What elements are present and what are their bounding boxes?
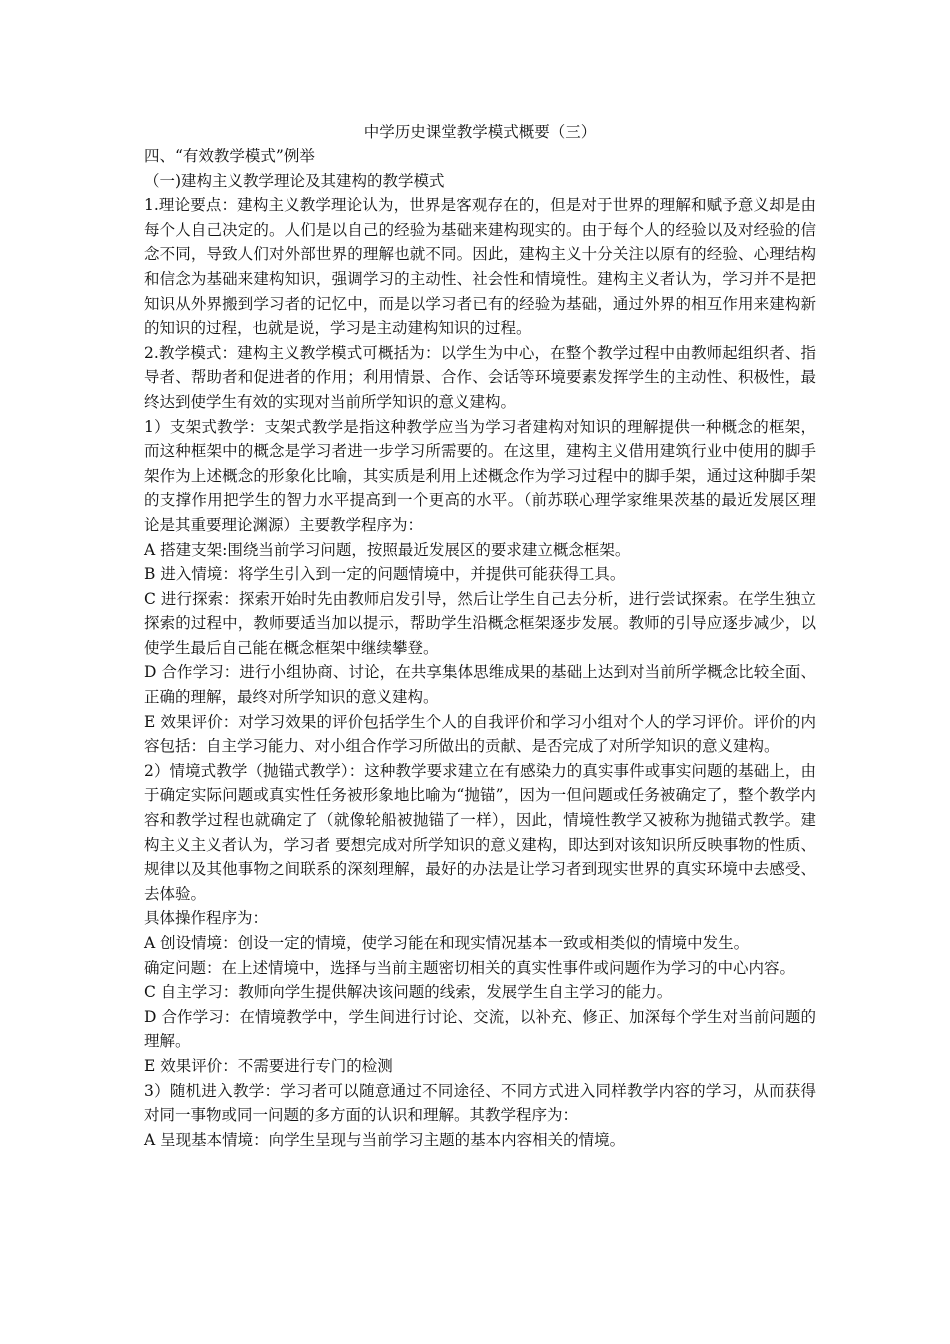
subsection-heading: （一)建构主义教学理论及其建构的教学模式 — [144, 171, 445, 190]
procedure-heading: 具体操作程序为： — [144, 909, 269, 928]
list-item: D 合作学习：在情境教学中，学生间进行讨论、交流，以补充、修正、加深每个学生对当前问题的理解。 — [144, 1007, 816, 1051]
list-item: C 进行探索：探索开始时先由教师启发引导，然后让学生自己去分析，进行尝试探索。在学生独立探索的过程中，教师要适当加以提示，帮助学生沿概念框架逐步发展。教师的引导应逐步减少，以使学生最后自己能在概念框架中继续攀登。 — [144, 589, 816, 657]
paragraph-theory: 1.理论要点：建构主义教学理论认为，世界是客观存在的，但是对于世界的理解和赋予意义却是由每个人自己决定的。人们是以自己的经验为基础来建构现实的。由于每个人的经验以及对经验的信念不同，导致人们对外部世界的理解也就不同。因此，建构主义十分关注以原有的经验、心理结构和信念为基础来建构知识，强调学习的主动性、社会性和情境性。建构主义者认为，学习并不是把知识从外界搬到学习者的记忆中，而是以学习者已有的经验为基础，通过外界的相互作用来建构新的知识的过程，也就是说，学习是主动建构知识的过程。 — [144, 196, 816, 338]
document-page — [144, 120, 816, 1152]
section-heading: 四、“有效教学模式”例举 — [144, 147, 315, 165]
list-item: E 效果评价：对学习效果的评价包括学生个人的自我评价和学习小组对个人的学习评价。评价的内容包括：自主学习能力、对小组合作学习所做出的贡献、是否完成了对所学知识的意义建构。 — [144, 712, 816, 756]
list-item: E 效果评价：不需要进行专门的检测 — [144, 1056, 393, 1075]
list-item: C 自主学习：教师向学生提供解决该问题的线索，发展学生自主学习的能力。 — [144, 983, 673, 1002]
document-title: 中学历史课堂教学模式概要（三） — [363, 123, 597, 141]
paragraph-scaffold-teaching: 1）支架式教学：支架式教学是指这种教学应当为学习者建构对知识的理解提供一种概念的框架，而这种框架中的概念是学习者进一步学习所需要的。在这里，建构主义借用建筑行业中使用的脚手架作为上述概念的形象化比喻，其实质是利用上述概念作为学习过程中的脚手架，通过这种脚手架的支撑作用把学生的智力水平提高到一个更高的水平。（前苏联心理学家维果茨基的最近发展区理论是其重要理论渊源）主要教学程序为： — [144, 417, 816, 534]
list-item: A 搭建支架:围绕当前学习问题，按照最近发展区的要求建立概念框架。 — [144, 540, 631, 559]
paragraph-model: 2.教学模式：建构主义教学模式可概括为：以学生为中心，在整个教学过程中由教师起组织者、指导者、帮助者和促进者的作用；利用情景、合作、会话等环境要素发挥学生的主动性、积极性，最终达到使学生有效的实现对当前所学知识的意义建构。 — [144, 343, 816, 411]
list-item: A 呈现基本情境：向学生呈现与当前学习主题的基本内容相关的情境。 — [144, 1130, 626, 1149]
list-item: B 进入情境：将学生引入到一定的问题情境中，并提供可能获得工具。 — [144, 565, 626, 584]
list-item: D 合作学习：进行小组协商、讨论，在共享集体思维成果的基础上达到对当前所学概念比较全面、正确的理解，最终对所学知识的意义建构。 — [144, 663, 816, 707]
list-item: A 创设情境：创设一定的情境，使学习能在和现实情况基本一致或相类似的情境中发生。 — [144, 934, 750, 952]
list-item: 确定问题：在上述情境中，选择与当前主题密切相关的真实性事件或问题作为学习的中心内容。 — [144, 958, 796, 977]
paragraph-situational-teaching: 2）情境式教学（抛锚式教学）：这种教学要求建立在有感染力的真实事件或事实问题的基础上，由于确定实际问题或真实性任务被形象地比喻为“抛锚”，因为一但问题或任务被确定了，整个教学内容和教学过程也就确定了（就像轮船被抛锚了一样），因此，情境性教学又被称为抛锚式教学。建构主义主义者认为，学习者 要想完成对所学知识的意义建构，即达到对该知识所反映事物的性质、规律以及其他事物之间联系的深刻理解，最好的办法是让学习者到现实世界的真实环境中去感受、去体验。 — [144, 761, 816, 903]
paragraph-random-access-teaching: 3）随机进入教学：学习者可以随意通过不同途径、不同方式进入同样教学内容的学习，从而获得对同一事物或同一问题的多方面的认识和理解。其教学程序为： — [144, 1081, 816, 1125]
